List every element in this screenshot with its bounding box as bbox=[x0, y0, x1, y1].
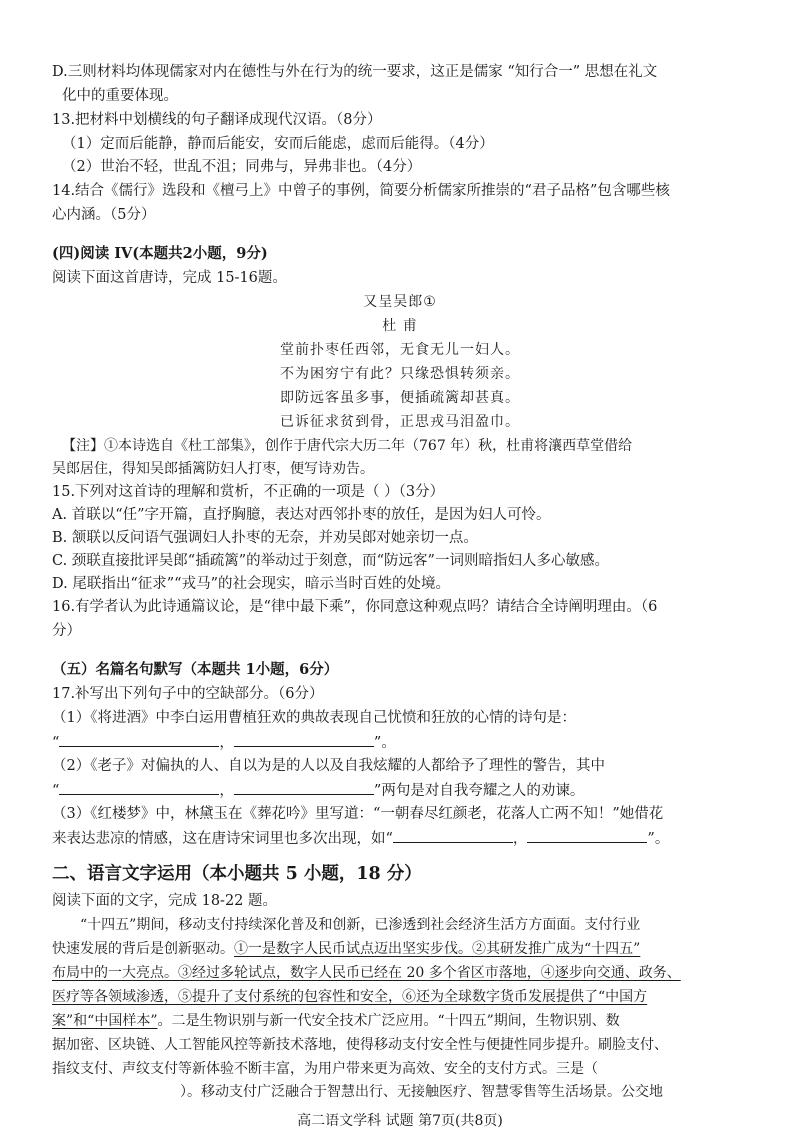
passage-text: 。二是生物识别与新一代安全技术广泛应用。“十四五”期间，生物识别、数 bbox=[157, 1013, 620, 1029]
q17-stem: 17.补写出下列句子中的空缺部分。（6分） bbox=[52, 686, 324, 702]
q17-part1-line1: （1）《将进酒》中李白运用曹植狂欢的典故表现自己忧愤和狂放的心情的诗句是： bbox=[52, 710, 576, 726]
passage-line-7: 指纹支付、声纹支付等新体验不断丰富，为用户带来更为高效、安全的支付方式。三是（ bbox=[52, 1061, 598, 1077]
q12-option-d-line1: D.三则材料均体现儒家对内在德性与外在行为的统一要求，这正是儒家 “知行合一” 思想在礼文 bbox=[52, 64, 658, 80]
poem-line-4: 已诉征求贫到骨，正思戎马泪盈巾。 bbox=[280, 414, 520, 430]
poem-author: 杜 甫 bbox=[382, 318, 418, 334]
poem-line-3: 即防远客虽多事，便插疏篱却甚真。 bbox=[280, 390, 520, 406]
passage-line-8: ）。移动支付广泛融合于智慧出行、无接触医疗、智慧零售等生活场景。公交地 bbox=[180, 1084, 663, 1100]
q16-line2: 分） bbox=[52, 623, 81, 639]
q17-part2-line2: “ ， ”两句是对自我夸耀之人的劝谏。 bbox=[52, 780, 584, 801]
answer-blank[interactable] bbox=[527, 828, 647, 843]
poem-note-line2: 吴郎居住，得知吴郎插篱防妇人打枣，便写诗劝告。 bbox=[52, 461, 374, 477]
section-4-heading: (四)阅读 IV(本题共2小题，9分) bbox=[52, 245, 268, 262]
passage-line-3: 布局中的一大亮点。③经过多轮试点，数字人民币已经在 20 多个省区市落地，④逐步向交通、政务、 bbox=[52, 965, 681, 981]
passage-line-5 bbox=[52, 1011, 620, 1031]
q17-part3-line2: 来表达悲凉的情感，这在唐诗宋词里也多次出现，如“ ， ”。 bbox=[52, 828, 669, 849]
q13-sentence-1: （1）定而后能静，静而后能安，安而后能虑，虑而后能得。（4分） bbox=[62, 136, 494, 152]
q17-part1-line2: “ ， ”。 bbox=[52, 732, 396, 753]
q15-option-d: D. 尾联指出“征求”“戎马”的社会现实，暗示当时百姓的处境。 bbox=[52, 576, 450, 592]
passage-line-1: “十四五”期间，移动支付持续深化普及和创新，已渗透到社会经济生活方方面面。支付行业 bbox=[80, 917, 641, 933]
page-footer: 高二语文学科 试题 第7页(共8页) bbox=[297, 1113, 503, 1129]
q17-part2-line1: （2）《老子》对偏执的人、自以为是的人以及自我炫耀的人都给予了理性的警告，其中 bbox=[52, 758, 605, 774]
q17-part2-tail: ”两句是对自我夸耀之人的劝谏。 bbox=[373, 783, 585, 799]
q13-stem: 13.把材料中划横线的句子翻译成现代汉语。（8分） bbox=[52, 112, 382, 128]
answer-blank[interactable] bbox=[59, 732, 219, 747]
q14-line1: 14.结合《儒行》选段和《檀弓上》中曾子的事例，简要分析儒家所推崇的“君子品格”包含哪些核 bbox=[52, 183, 670, 199]
part-2-intro: 阅读下面的文字，完成 18-22 题。 bbox=[52, 893, 278, 909]
q16-line1: 16.有学者认为此诗通篇议论，是“律中最下乘”，你同意这种观点吗？请结合全诗阐明理由。（6 bbox=[52, 599, 658, 615]
answer-blank[interactable] bbox=[393, 828, 513, 843]
part-2-heading: 二、语言文字运用（本小题共 5 小题，18 分） bbox=[52, 864, 422, 884]
q13-sentence-2: （2）世治不轻，世乱不沮；同弗与，异弗非也。（4分） bbox=[62, 159, 422, 175]
section-5-heading: （五）名篇名句默写（本题共 1小题，6分） bbox=[52, 661, 339, 678]
q17-part3-line1: （3）《红楼梦》中，林黛玉在《葬花吟》里写道：“一朝春尽红颜老，花落人亡两不知！”她借花 bbox=[52, 806, 664, 822]
poem-note-line1: 【注】①本诗选自《杜工部集》，创作于唐代宗大历二年（767 年）秋，杜甫将瀼西草堂借给 bbox=[62, 438, 633, 454]
passage-line-6: 据加密、区块链、人工智能风控等新技术落地，使得移动支付安全性与便捷性同步提升。刷脸支付、 bbox=[52, 1037, 668, 1053]
q15-stem: 15.下列对这首诗的理解和赏析，不正确的一项是（ ）（3分） bbox=[52, 484, 445, 500]
q15-option-c: C. 颈联直接批评吴郎“插疏篱”的举动过于刻意，而“防远客”一词则暗指妇人多心敏感。 bbox=[52, 553, 609, 569]
passage-text: 快速发展的背后是创新驱动。 bbox=[52, 941, 234, 957]
q15-option-b: B. 颔联以反问语气强调妇人扑枣的无奈，并劝吴郎对她亲切一点。 bbox=[52, 530, 478, 546]
passage-line-4: 医疗等各领域渗透，⑤提升了支付系统的包容性和安全，⑥还为全球数字货币发展提供了“中国方 bbox=[52, 989, 648, 1005]
poem-line-1: 堂前扑枣任西邻，无食无儿一妇人。 bbox=[280, 342, 520, 358]
passage-line-2 bbox=[52, 939, 640, 959]
passage-underlined: ①一是数字人民币试点迈出坚实步伐。②其研发推广成为“十四五” bbox=[234, 941, 641, 957]
q14-line2: 心内涵。（5分） bbox=[52, 207, 156, 223]
passage-underlined: 案”和“中国样本” bbox=[52, 1013, 158, 1029]
q12-option-d-line2: 化中的重要体现。 bbox=[62, 88, 178, 104]
poem-line-2: 不为困穷宁有此？只缘恐惧转须亲。 bbox=[280, 366, 520, 382]
answer-blank[interactable] bbox=[234, 732, 374, 747]
q17-part3-head: 来表达悲凉的情感，这在唐诗宋词里也多次出现，如“ bbox=[52, 831, 393, 847]
answer-blank[interactable] bbox=[234, 780, 374, 795]
poem-title: 又呈吴郎① bbox=[363, 294, 437, 310]
section-4-intro: 阅读下面这首唐诗，完成 15-16题。 bbox=[52, 270, 287, 286]
q15-option-a: A. 首联以“任”字开篇，直抒胸臆，表达对西邻扑枣的放任，是因为妇人可怜。 bbox=[52, 507, 551, 523]
answer-blank[interactable] bbox=[59, 780, 219, 795]
